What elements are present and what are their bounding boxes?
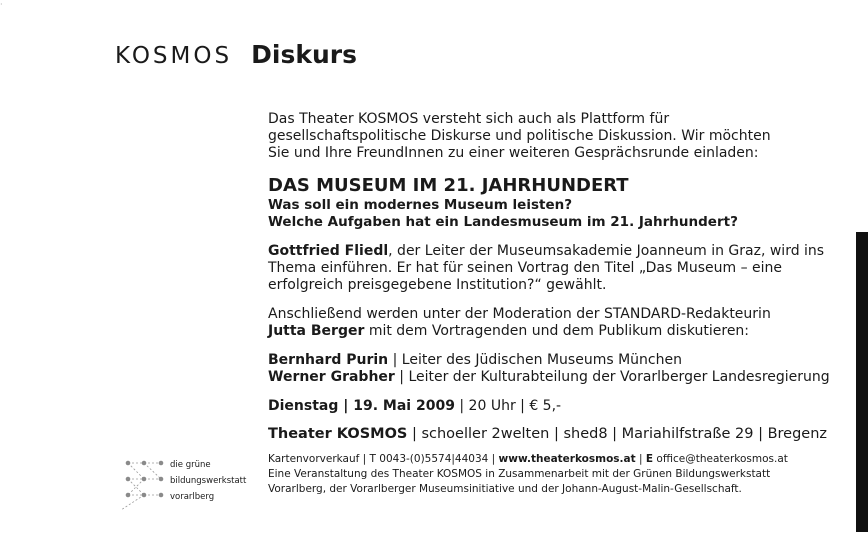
speaker-line: erfolgreich preisgegebene Institution?“ gewählt. — [268, 277, 607, 293]
contact-phone: Kartenvorverkauf | T 0043-(0)5574|44034 | — [268, 453, 499, 465]
contact-line — [268, 452, 838, 467]
event-time-price: | 20 Uhr | € 5,- — [454, 398, 562, 414]
panelist-role: | Leiter des Jüdischen Museums München — [388, 352, 682, 368]
event-date: Dienstag | 19. Mai 2009 — [268, 398, 455, 414]
speaker-name: Gottfried Fliedl — [268, 243, 389, 259]
page-title: Diskurs — [251, 40, 358, 69]
contact-web-link[interactable]: www.theaterkosmos.at — [498, 453, 636, 465]
intro-line: gesellschaftspolitische Diskurse und politische Diskussion. Wir möchten — [268, 128, 771, 144]
panelist-line — [268, 352, 838, 369]
speaker-line: Thema einführen. Er hat für seinen Vortrag den Titel „Das Museum – eine — [268, 260, 783, 276]
venue-address: | schoeller 2welten | shed8 | Mariahilfstraße 29 | Bregenz — [407, 426, 828, 442]
speaker-desc: , der Leiter der Museumsakademie Joanneum in Graz, wird ins — [388, 243, 825, 259]
speaker-line — [268, 243, 838, 260]
logo-line: bildungswerkstatt — [170, 476, 247, 486]
contact-email-label: E — [645, 453, 654, 465]
logo-text — [170, 457, 246, 505]
content — [268, 111, 838, 497]
event-headline: DAS MUSEUM IM 21. JAHRHUNDERT — [268, 175, 629, 196]
venue-name: Theater KOSMOS — [268, 426, 408, 442]
panelist-line — [268, 369, 838, 386]
contact-sep: | — [635, 453, 646, 465]
panelist-name: Bernhard Purin — [268, 352, 389, 368]
intro-line: Das Theater KOSMOS versteht sich auch als Plattform für — [268, 111, 670, 127]
logo-line: vorarlberg — [170, 492, 215, 502]
panelist-name: Werner Grabher — [268, 369, 395, 385]
scan-edge-bar — [856, 232, 868, 532]
contact-email-link[interactable]: office@theaterkosmos.at — [653, 453, 788, 465]
header — [115, 40, 357, 69]
logo-line: die grüne — [170, 460, 211, 470]
footer-line: Eine Veranstaltung des Theater KOSMOS in Zusammenarbeit mit der Grünen Bildungswerkstatt — [268, 468, 771, 480]
footer-line: Vorarlberg, der Vorarlberger Museumsinitiative und der Johann-August-Malin-Gesellschaft. — [268, 483, 742, 495]
moderation-line — [268, 323, 838, 340]
event-subheadline: Was soll ein modernes Museum leisten? — [268, 197, 573, 213]
moderation-line: Anschließend werden unter der Moderation der STANDARD-Redakteurin — [268, 306, 771, 322]
brand-name: KOSMOS — [115, 43, 233, 69]
panelist-role: | Leiter der Kulturabteilung der Vorarlberger Landesregierung — [394, 369, 830, 385]
date-line — [268, 398, 838, 415]
intro-line: Sie und Ihre FreundInnen zu einer weiteren Gesprächsrunde einladen: — [268, 145, 759, 161]
venue-line — [268, 426, 838, 443]
corner-mark: · — [0, 0, 3, 9]
event-subheadline: Welche Aufgaben hat ein Landesmuseum im 21. Jahrhundert? — [268, 214, 738, 230]
moderator-name: Jutta Berger — [268, 323, 365, 339]
moderation-desc: mit dem Vortragenden und dem Publikum diskutieren: — [364, 323, 750, 339]
